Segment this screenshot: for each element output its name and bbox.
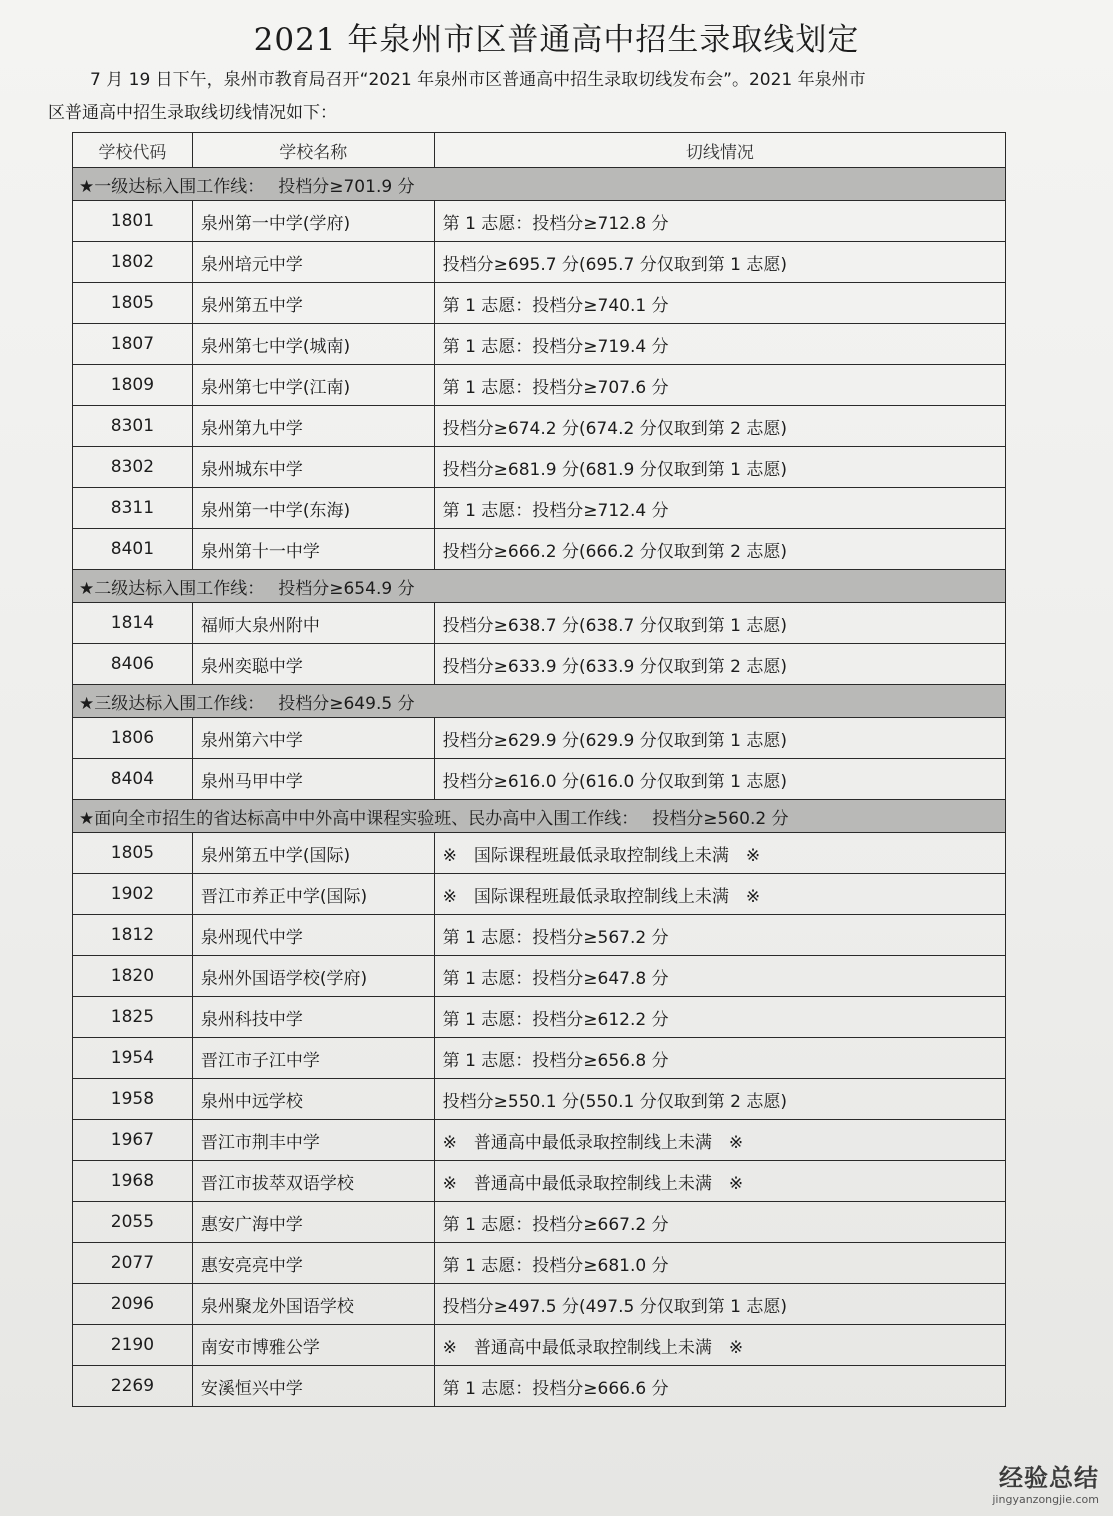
cutoff-condition: 第 1 志愿：投档分≥666.6 分 [434, 1366, 1005, 1407]
cutoff-condition: 第 1 志愿：投档分≥719.4 分 [434, 324, 1005, 365]
school-name: 泉州第七中学(城南) [192, 324, 434, 365]
school-name: 晋江市荆丰中学 [192, 1120, 434, 1161]
school-code: 1805 [73, 283, 193, 324]
table-row [73, 406, 1006, 447]
table-row [73, 1161, 1006, 1202]
school-name: 安溪恒兴中学 [192, 1366, 434, 1407]
table-row [73, 603, 1006, 644]
school-code: 1807 [73, 324, 193, 365]
table-row [73, 1038, 1006, 1079]
cutoff-condition: ※ 国际课程班最低录取控制线上未满 ※ [434, 833, 1005, 874]
table-row [73, 201, 1006, 242]
school-code: 1958 [73, 1079, 193, 1120]
table-row [73, 915, 1006, 956]
cutoff-condition: ※ 国际课程班最低录取控制线上未满 ※ [434, 874, 1005, 915]
cutoff-condition: 第 1 志愿：投档分≥712.4 分 [434, 488, 1005, 529]
cutoff-condition: 第 1 志愿：投档分≥740.1 分 [434, 283, 1005, 324]
school-name: 泉州第九中学 [192, 406, 434, 447]
section-label: ★二级达标入围工作线： [79, 578, 265, 599]
section-score: 投档分≥560.2 分 [652, 808, 789, 829]
school-name: 惠安亮亮中学 [192, 1243, 434, 1284]
table-row [73, 956, 1006, 997]
cutoff-condition: 投档分≥497.5 分(497.5 分仅取到第 1 志愿) [434, 1284, 1005, 1325]
cutoff-condition: 投档分≥666.2 分(666.2 分仅取到第 2 志愿) [434, 529, 1005, 570]
table-row [73, 1325, 1006, 1366]
cutoff-condition: 投档分≥638.7 分(638.7 分仅取到第 1 志愿) [434, 603, 1005, 644]
watermark-text: 经验总结 [999, 1464, 1099, 1492]
cutoff-condition: 第 1 志愿：投档分≥647.8 分 [434, 956, 1005, 997]
cutoff-condition: 投档分≥616.0 分(616.0 分仅取到第 1 志愿) [434, 759, 1005, 800]
section-label: ★三级达标入围工作线： [79, 693, 265, 714]
intro-line-2: 区普通高中招生录取线切线情况如下： [48, 103, 337, 123]
school-code: 1825 [73, 997, 193, 1038]
school-code: 8311 [73, 488, 193, 529]
school-code: 2055 [73, 1202, 193, 1243]
watermark-url: jingyanzongjie.com [992, 1493, 1099, 1506]
table-row [73, 1079, 1006, 1120]
school-name: 泉州第五中学 [192, 283, 434, 324]
school-code: 8401 [73, 529, 193, 570]
school-code: 1954 [73, 1038, 193, 1079]
table-row [73, 1202, 1006, 1243]
school-name: 泉州第一中学(东海) [192, 488, 434, 529]
school-code: 2096 [73, 1284, 193, 1325]
table-row [73, 324, 1006, 365]
section-header [73, 800, 1006, 833]
school-name: 泉州聚龙外国语学校 [192, 1284, 434, 1325]
school-code: 1801 [73, 201, 193, 242]
cutoff-condition: 投档分≥674.2 分(674.2 分仅取到第 2 志愿) [434, 406, 1005, 447]
section-label: ★面向全市招生的省达标高中中外高中课程实验班、民办高中入围工作线： [79, 808, 639, 829]
cutoff-condition: 第 1 志愿：投档分≥656.8 分 [434, 1038, 1005, 1079]
school-code: 1967 [73, 1120, 193, 1161]
section-score: 投档分≥649.5 分 [278, 693, 415, 714]
document-title: 2021 年泉州市区普通高中招生录取线划定 [253, 22, 860, 58]
table-row [73, 759, 1006, 800]
school-code: 1968 [73, 1161, 193, 1202]
school-name: 泉州奕聪中学 [192, 644, 434, 685]
school-code: 8302 [73, 447, 193, 488]
school-name: 泉州马甲中学 [192, 759, 434, 800]
table-row [73, 365, 1006, 406]
cutoff-condition: 投档分≥695.7 分(695.7 分仅取到第 1 志愿) [434, 242, 1005, 283]
table-row [73, 997, 1006, 1038]
school-name: 晋江市子江中学 [192, 1038, 434, 1079]
school-name: 泉州培元中学 [192, 242, 434, 283]
cutoff-condition: 投档分≥629.9 分(629.9 分仅取到第 1 志愿) [434, 718, 1005, 759]
table-row [73, 833, 1006, 874]
school-code: 8301 [73, 406, 193, 447]
table-row [73, 488, 1006, 529]
table-row [73, 1366, 1006, 1407]
cutoff-condition: 投档分≥681.9 分(681.9 分仅取到第 1 志愿) [434, 447, 1005, 488]
cutoff-condition: 第 1 志愿：投档分≥681.0 分 [434, 1243, 1005, 1284]
table-row [73, 1243, 1006, 1284]
school-code: 1814 [73, 603, 193, 644]
section-row [73, 570, 1006, 603]
cutoff-condition: ※ 普通高中最低录取控制线上未满 ※ [434, 1325, 1005, 1366]
table-row [73, 1284, 1006, 1325]
school-name: 泉州外国语学校(学府) [192, 956, 434, 997]
watermark [969, 1458, 1099, 1506]
cutoff-condition: 第 1 志愿：投档分≥612.2 分 [434, 997, 1005, 1038]
school-code: 1805 [73, 833, 193, 874]
cutoff-condition: ※ 普通高中最低录取控制线上未满 ※ [434, 1120, 1005, 1161]
school-code: 2190 [73, 1325, 193, 1366]
cutoff-condition: 投档分≥550.1 分(550.1 分仅取到第 2 志愿) [434, 1079, 1005, 1120]
school-name: 泉州中远学校 [192, 1079, 434, 1120]
section-header [73, 168, 1006, 201]
section-header [73, 685, 1006, 718]
school-name: 福师大泉州附中 [192, 603, 434, 644]
table-header-row [73, 133, 1006, 168]
school-name: 泉州科技中学 [192, 997, 434, 1038]
table-row [73, 529, 1006, 570]
table-row [73, 283, 1006, 324]
school-name: 晋江市养正中学(国际) [192, 874, 434, 915]
table-row [73, 874, 1006, 915]
section-score: 投档分≥654.9 分 [278, 578, 415, 599]
section-row [73, 168, 1006, 201]
table-row [73, 1120, 1006, 1161]
header-school-code: 学校代码 [73, 133, 193, 168]
intro-line-1: 7 月 19 日下午，泉州市教育局召开“2021 年泉州市区普通高中招生录取切线发布会”。2021 年泉州市 [90, 70, 866, 90]
cutoff-table [72, 132, 1006, 1407]
school-name: 惠安广海中学 [192, 1202, 434, 1243]
school-name: 泉州第六中学 [192, 718, 434, 759]
school-code: 1820 [73, 956, 193, 997]
header-school-name: 学校名称 [192, 133, 434, 168]
section-label: ★一级达标入围工作线： [79, 176, 265, 197]
school-code: 2077 [73, 1243, 193, 1284]
school-code: 1902 [73, 874, 193, 915]
school-code: 1806 [73, 718, 193, 759]
school-code: 8404 [73, 759, 193, 800]
table-row [73, 447, 1006, 488]
section-row [73, 800, 1006, 833]
school-code: 1812 [73, 915, 193, 956]
cutoff-condition: 第 1 志愿：投档分≥667.2 分 [434, 1202, 1005, 1243]
school-code: 1809 [73, 365, 193, 406]
table-body [73, 168, 1006, 1407]
school-code: 1802 [73, 242, 193, 283]
section-row [73, 685, 1006, 718]
school-name: 泉州城东中学 [192, 447, 434, 488]
cutoff-condition: 第 1 志愿：投档分≥567.2 分 [434, 915, 1005, 956]
intro-paragraph [48, 64, 1048, 130]
school-name: 泉州第十一中学 [192, 529, 434, 570]
school-name: 泉州第五中学(国际) [192, 833, 434, 874]
cutoff-condition: 第 1 志愿：投档分≥707.6 分 [434, 365, 1005, 406]
school-name: 南安市博雅公学 [192, 1325, 434, 1366]
header-cutoff: 切线情况 [434, 133, 1005, 168]
table-row [73, 644, 1006, 685]
cutoff-condition: 投档分≥633.9 分(633.9 分仅取到第 2 志愿) [434, 644, 1005, 685]
cutoff-condition: ※ 普通高中最低录取控制线上未满 ※ [434, 1161, 1005, 1202]
table-row [73, 718, 1006, 759]
cutoff-condition: 第 1 志愿：投档分≥712.8 分 [434, 201, 1005, 242]
table-row [73, 242, 1006, 283]
section-header [73, 570, 1006, 603]
school-name: 晋江市拔萃双语学校 [192, 1161, 434, 1202]
school-name: 泉州第一中学(学府) [192, 201, 434, 242]
school-name: 泉州现代中学 [192, 915, 434, 956]
school-code: 8406 [73, 644, 193, 685]
school-code: 2269 [73, 1366, 193, 1407]
section-score: 投档分≥701.9 分 [278, 176, 415, 197]
school-name: 泉州第七中学(江南) [192, 365, 434, 406]
